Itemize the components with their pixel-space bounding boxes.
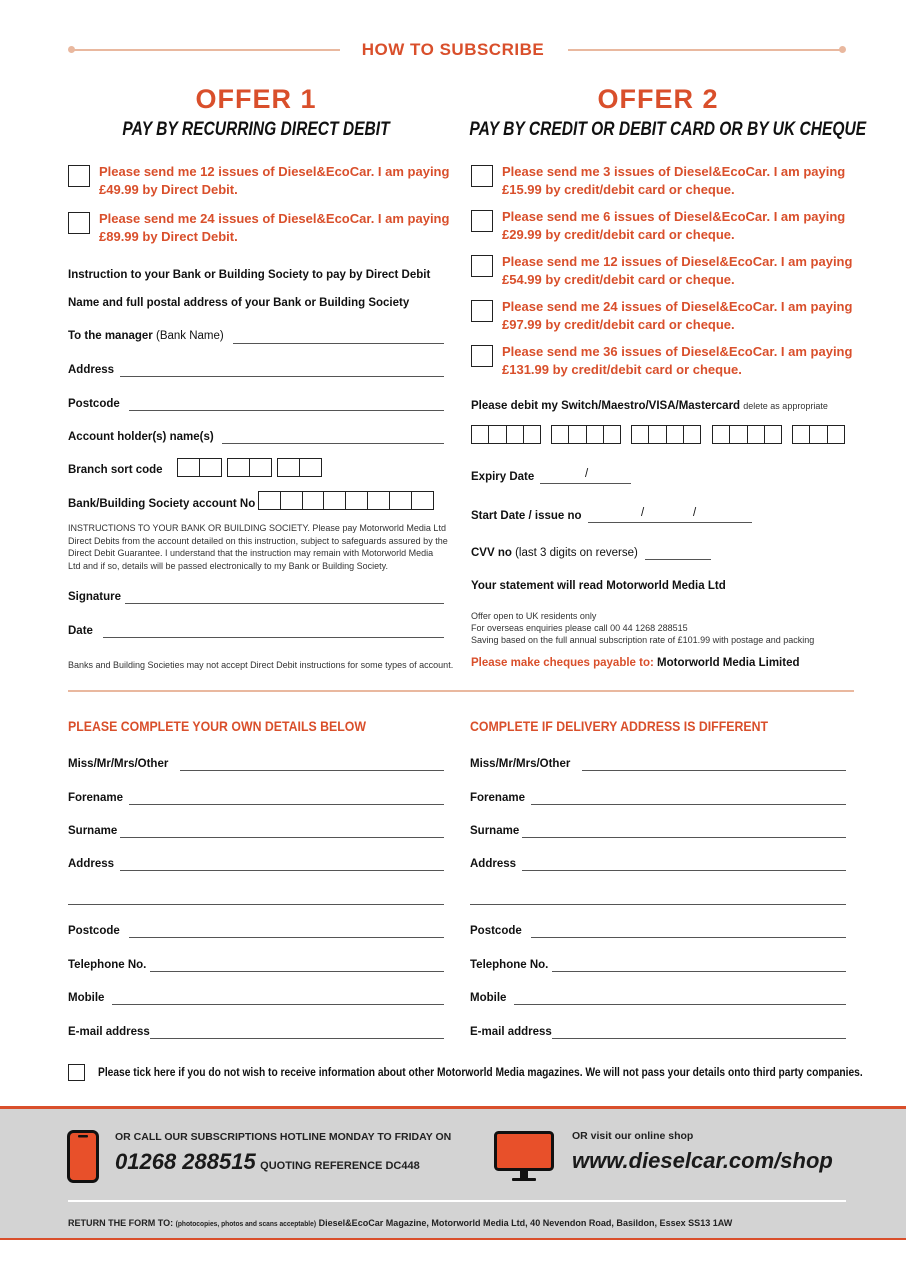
offer1-option-label: Please send me 12 issues of Diesel&EcoCar. I am paying £49.99 by Direct Debit. bbox=[99, 164, 450, 197]
footer-divider bbox=[68, 1200, 846, 1202]
offer-note-uk: Offer open to UK residents only bbox=[471, 611, 597, 621]
offer1-option-checkbox[interactable] bbox=[68, 212, 90, 234]
account-holder-label: Account holder(s) name(s) bbox=[68, 431, 214, 443]
online-shop-label: OR visit our online shop bbox=[572, 1130, 694, 1142]
delivery-email-field[interactable] bbox=[552, 1038, 846, 1039]
offer1-subtitle: PAY BY RECURRING DIRECT DEBIT bbox=[122, 119, 390, 140]
cheques-payable bbox=[471, 657, 800, 669]
bank-address-label: Address bbox=[68, 364, 115, 376]
online-shop-url[interactable]: www.dieselcar.com/shop bbox=[572, 1148, 833, 1173]
offer-note-saving: Saving based on the full annual subscription rate of £101.99 with postage and packing bbox=[471, 635, 815, 645]
optout-text: Please tick here if you do not wish to receive information about other Motorworld Media magazines. We will not pass your details onto third party companies. bbox=[98, 1067, 863, 1079]
offer2-option-checkbox[interactable] bbox=[471, 165, 493, 187]
card-number-group-1[interactable] bbox=[471, 425, 540, 444]
offer2-option-checkbox[interactable] bbox=[471, 345, 493, 367]
signature-field[interactable] bbox=[125, 603, 444, 604]
delivery-address-field[interactable] bbox=[522, 870, 846, 871]
date-field[interactable] bbox=[103, 637, 444, 638]
delivery-mobile-field[interactable] bbox=[514, 1004, 846, 1005]
own-mobile-field[interactable] bbox=[112, 1004, 444, 1005]
delivery-surname-field[interactable] bbox=[522, 837, 846, 838]
monitor-icon bbox=[494, 1131, 554, 1183]
cvv-label: CVV no (last 3 digits on reverse) bbox=[471, 547, 638, 559]
bank-instructions-text: INSTRUCTIONS TO YOUR BANK OR BUILDING SOCIETY. Please pay Motorworld Media Ltd Direct Debits from the account detailed on this instruction, subject to safeguards assured by the Direct Debit Guarantee. I understand that the instruction may remain with Motorworld Media Ltd and if so, details will be passed electronically to my Bank or Building Society. bbox=[68, 523, 448, 571]
delivery-title-label: Miss/Mr/Mrs/Other bbox=[470, 758, 571, 770]
delivery-address-label: Address bbox=[470, 858, 517, 870]
direct-debit-instruction-heading: Instruction to your Bank or Building Society to pay by Direct Debit bbox=[68, 269, 431, 281]
own-telephone-field[interactable] bbox=[150, 971, 444, 972]
delivery-postcode-field[interactable] bbox=[531, 937, 846, 938]
hotline-phone[interactable]: 01268 288515 bbox=[115, 1149, 256, 1174]
own-postcode-field[interactable] bbox=[129, 937, 444, 938]
cvv-note: (last 3 digits on reverse) bbox=[515, 547, 638, 559]
delivery-forename-label: Forename bbox=[470, 792, 525, 804]
banks-note: Banks and Building Societies may not accept Direct Debit instructions for some types of account. bbox=[68, 660, 454, 670]
own-email-field[interactable] bbox=[150, 1038, 444, 1039]
cvv-field[interactable] bbox=[645, 559, 711, 560]
delivery-forename-field[interactable] bbox=[531, 804, 846, 805]
sort-code-label: Branch sort code bbox=[68, 464, 163, 476]
own-title-field[interactable] bbox=[180, 770, 444, 771]
card-number-group-5[interactable] bbox=[792, 425, 844, 444]
bank-postcode-label: Postcode bbox=[68, 398, 120, 410]
own-surname-label: Surname bbox=[68, 825, 118, 837]
delivery-surname-label: Surname bbox=[470, 825, 520, 837]
own-address-field[interactable] bbox=[120, 870, 444, 871]
hotline-line bbox=[115, 1149, 420, 1175]
cheques-payee: Motorworld Media Limited bbox=[657, 657, 800, 669]
bank-postcode-field[interactable] bbox=[129, 410, 444, 411]
own-mobile-label: Mobile bbox=[68, 992, 105, 1004]
return-note: (photocopies, photos and scans acceptable) bbox=[175, 1221, 317, 1228]
offer2-option-label: Please send me 3 issues of Diesel&EcoCar. I am paying £15.99 by credit/debit card or cheque. bbox=[502, 164, 846, 197]
manager-label: To the manager (Bank Name) bbox=[68, 330, 224, 342]
own-postcode-label: Postcode bbox=[68, 925, 120, 937]
card-number-group-3[interactable] bbox=[631, 425, 700, 444]
own-forename-label: Forename bbox=[68, 792, 123, 804]
own-title-label: Miss/Mr/Mrs/Other bbox=[68, 758, 169, 770]
start-date-field[interactable] bbox=[588, 522, 752, 523]
section-divider bbox=[68, 690, 854, 692]
card-number-group-2[interactable] bbox=[551, 425, 620, 444]
own-address-label: Address bbox=[68, 858, 115, 870]
offer1-title: OFFER 1 bbox=[195, 84, 317, 114]
card-note: delete as appropriate bbox=[743, 401, 828, 411]
bank-address-field[interactable] bbox=[120, 376, 444, 377]
card-label: Please debit my Switch/Maestro/VISA/Mastercard delete as appropriate bbox=[471, 400, 828, 412]
offer2-option-checkbox[interactable] bbox=[471, 255, 493, 277]
sort-code-boxes-3[interactable] bbox=[277, 458, 321, 477]
date-label: Date bbox=[68, 625, 93, 637]
start-date-label: Start Date / issue no bbox=[471, 510, 582, 522]
phone-icon bbox=[67, 1130, 99, 1183]
own-address-field-line2[interactable] bbox=[68, 904, 444, 905]
page-title: HOW TO SUBSCRIBE bbox=[361, 40, 545, 59]
delivery-mobile-label: Mobile bbox=[470, 992, 507, 1004]
start-date-slash: / bbox=[641, 507, 645, 519]
cheques-label: Please make cheques payable to: bbox=[471, 657, 654, 669]
offer1-option-label: Please send me 24 issues of Diesel&EcoCar. I am paying £89.99 by Direct Debit. bbox=[99, 211, 450, 244]
offer2-subtitle: PAY BY CREDIT OR DEBIT CARD OR BY UK CHEQUE bbox=[469, 119, 867, 140]
expiry-date-field[interactable] bbox=[540, 483, 631, 484]
delivery-telephone-field[interactable] bbox=[552, 971, 846, 972]
delivery-email-label: E-mail address bbox=[470, 1026, 552, 1038]
delivery-postcode-label: Postcode bbox=[470, 925, 522, 937]
optout-checkbox[interactable] bbox=[68, 1064, 85, 1081]
expiry-date-label: Expiry Date bbox=[471, 471, 535, 483]
footer-top-rule bbox=[0, 1106, 906, 1109]
offer-note-overseas: For overseas enquiries please call 00 44 1268 288515 bbox=[471, 623, 688, 633]
offer2-option-label: Please send me 6 issues of Diesel&EcoCar. I am paying £29.99 by credit/debit card or cheque. bbox=[502, 209, 846, 242]
signature-label: Signature bbox=[68, 591, 122, 603]
expiry-date-slash: / bbox=[585, 468, 589, 480]
sort-code-boxes-1[interactable] bbox=[177, 458, 221, 477]
delivery-title-field[interactable] bbox=[582, 770, 846, 771]
delivery-telephone-label: Telephone No. bbox=[470, 959, 549, 971]
header-rule-right bbox=[568, 49, 841, 51]
own-details-title: PLEASE COMPLETE YOUR OWN DETAILS BELOW bbox=[68, 718, 366, 734]
own-telephone-label: Telephone No. bbox=[68, 959, 147, 971]
offer2-option-label: Please send me 12 issues of Diesel&EcoCar. I am paying £54.99 by credit/debit card or cheque. bbox=[502, 254, 853, 287]
card-number-group-4[interactable] bbox=[712, 425, 781, 444]
hotline-label: OR CALL OUR SUBSCRIPTIONS HOTLINE MONDAY TO FRIDAY ON bbox=[115, 1131, 452, 1143]
delivery-address-field-line2[interactable] bbox=[470, 904, 846, 905]
statement-text: Your statement will read Motorworld Media Ltd bbox=[471, 580, 726, 592]
offer2-option-checkbox[interactable] bbox=[471, 210, 493, 232]
offer2-option-label: Please send me 24 issues of Diesel&EcoCar. I am paying £97.99 by credit/debit card or cheque. bbox=[502, 299, 853, 332]
return-address bbox=[68, 1218, 732, 1229]
own-forename-field[interactable] bbox=[129, 804, 444, 805]
own-surname-field[interactable] bbox=[120, 837, 444, 838]
offer1-option-checkbox[interactable] bbox=[68, 165, 90, 187]
sort-code-boxes-2[interactable] bbox=[227, 458, 271, 477]
hotline-reference: QUOTING REFERENCE DC448 bbox=[260, 1160, 420, 1172]
return-label: RETURN THE FORM TO: bbox=[68, 1218, 174, 1229]
manager-field[interactable] bbox=[233, 343, 444, 344]
account-number-label: Bank/Building Society account No bbox=[68, 498, 256, 510]
footer-bottom-rule bbox=[0, 1238, 906, 1240]
account-holder-field[interactable] bbox=[222, 443, 444, 444]
return-address-text: Diesel&EcoCar Magazine, Motorworld Media Ltd, 40 Nevendon Road, Basildon, Essex SS13 1AW bbox=[318, 1218, 733, 1229]
header-dot-right bbox=[839, 46, 846, 53]
bank-address-heading: Name and full postal address of your Bank or Building Society bbox=[68, 297, 410, 309]
offer2-option-label: Please send me 36 issues of Diesel&EcoCar. I am paying £131.99 by credit/debit card or cheque. bbox=[502, 344, 853, 377]
own-email-label: E-mail address bbox=[68, 1026, 150, 1038]
delivery-details-title: COMPLETE IF DELIVERY ADDRESS IS DIFFERENT bbox=[470, 718, 768, 734]
offer2-option-checkbox[interactable] bbox=[471, 300, 493, 322]
manager-note: (Bank Name) bbox=[155, 330, 224, 342]
offer2-title: OFFER 2 bbox=[597, 84, 719, 114]
issue-number-slash: / bbox=[693, 507, 697, 519]
account-number-boxes[interactable] bbox=[258, 491, 433, 510]
